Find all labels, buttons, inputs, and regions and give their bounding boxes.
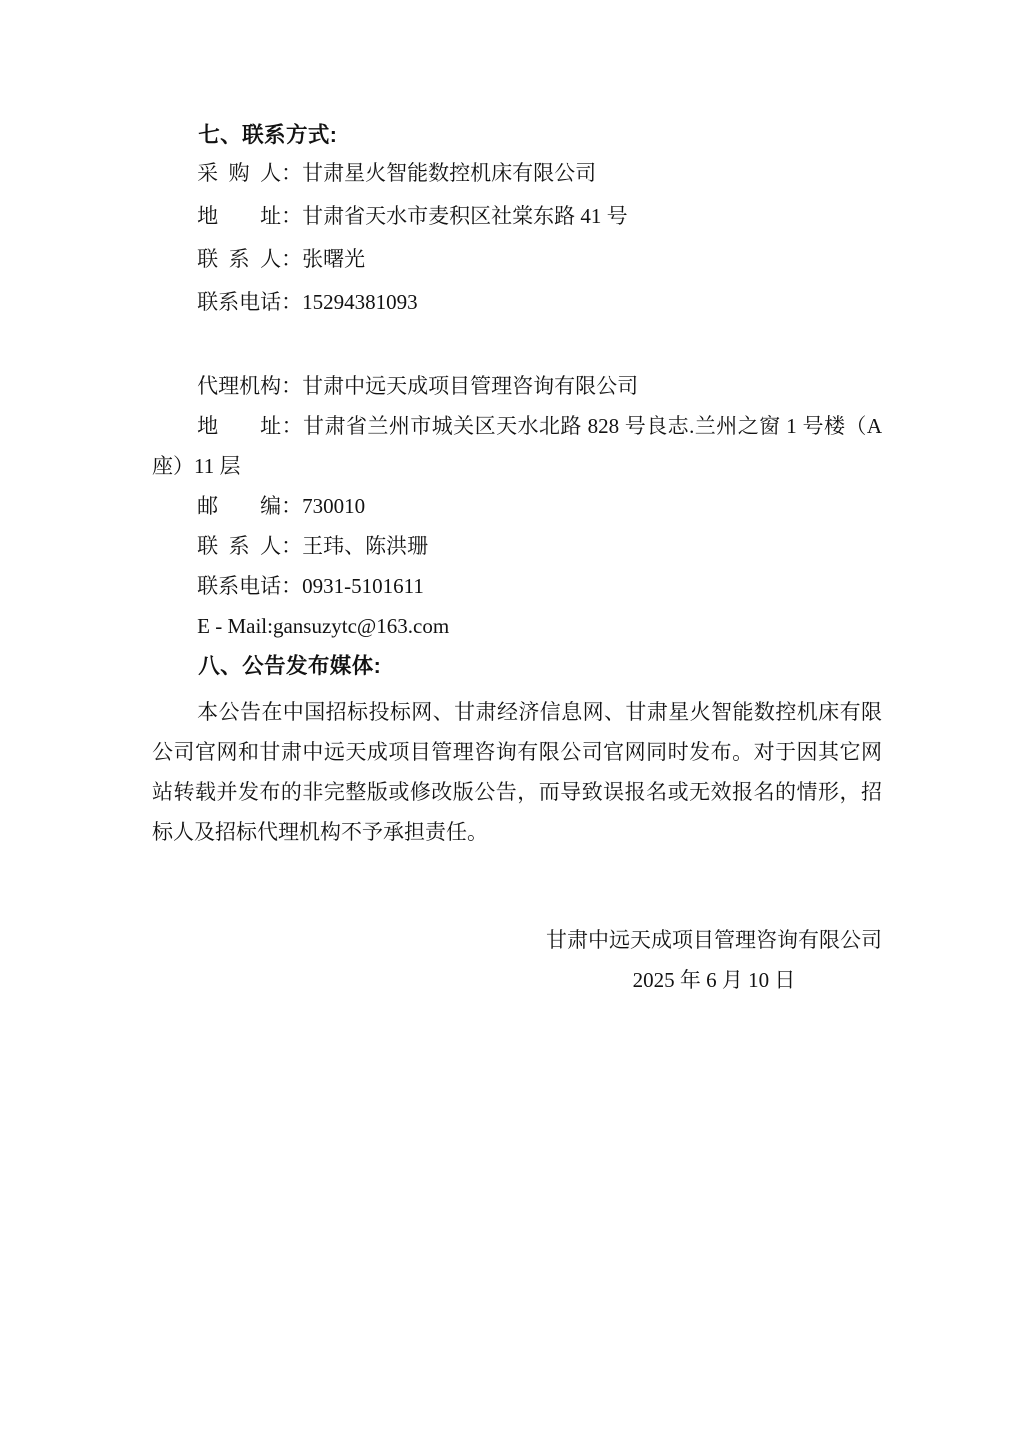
contact-label: 联系人 bbox=[197, 534, 282, 558]
contact-label: 联系人 bbox=[197, 247, 282, 271]
agency-postcode-row bbox=[152, 486, 882, 526]
purchaser-label: 采购人 bbox=[197, 161, 282, 185]
purchaser-phone-row bbox=[152, 281, 882, 324]
signature-block bbox=[546, 920, 882, 1000]
label-colon: ： bbox=[281, 247, 303, 271]
phone-label: 联系电话 bbox=[197, 574, 282, 598]
agency-value: 甘肃中远天成项目管理咨询有限公司 bbox=[302, 374, 639, 398]
label-colon: ： bbox=[281, 574, 303, 598]
agency-phone-row bbox=[152, 566, 882, 606]
address-label: 地址 bbox=[197, 204, 282, 228]
section8-heading: 八、公告发布媒体: bbox=[198, 654, 382, 678]
signature-company: 甘肃中远天成项目管理咨询有限公司 bbox=[546, 928, 882, 952]
label-colon: ： bbox=[281, 414, 304, 438]
label-colon: ： bbox=[281, 534, 303, 558]
agency-contact-row bbox=[152, 526, 882, 566]
purchaser-row bbox=[152, 152, 882, 195]
signature-date: 2025 年 6 月 10 日 bbox=[632, 968, 796, 992]
contact-value: 张曙光 bbox=[302, 247, 366, 271]
address-value: 甘肃省天水市麦积区社棠东路 41 号 bbox=[302, 204, 628, 228]
email-row bbox=[152, 606, 882, 646]
label-colon: ： bbox=[281, 204, 303, 228]
section7-heading: 七、联系方式: bbox=[198, 123, 338, 147]
purchaser-value: 甘肃星火智能数控机床有限公司 bbox=[302, 161, 597, 185]
label-colon: ： bbox=[281, 374, 303, 398]
phone-label: 联系电话 bbox=[197, 290, 282, 314]
address-value: 甘肃省兰州市城关区天水北路 828 号良志.兰州之窗 1 号楼（A座）11 层 bbox=[152, 414, 883, 478]
postcode-label: 邮编 bbox=[197, 494, 282, 518]
agency-label: 代理机构 bbox=[197, 374, 282, 398]
label-colon: ： bbox=[281, 161, 303, 185]
label-colon: ： bbox=[281, 494, 303, 518]
contact-value: 王玮、陈洪珊 bbox=[302, 534, 429, 558]
blank-line bbox=[152, 324, 882, 366]
address-label: 地址 bbox=[197, 414, 282, 438]
phone-value: 15294381093 bbox=[302, 290, 418, 314]
email-value: E - Mail:gansuzytc@163.com bbox=[197, 614, 450, 638]
label-colon: ： bbox=[281, 290, 303, 314]
purchaser-address-row bbox=[152, 195, 882, 238]
phone-value: 0931-5101611 bbox=[302, 574, 424, 598]
agency-address-row bbox=[152, 406, 882, 486]
agency-row bbox=[152, 366, 882, 406]
purchaser-contact-row bbox=[152, 238, 882, 281]
postcode-value: 730010 bbox=[302, 494, 366, 518]
announcement-paragraph: 本公告在中国招标投标网、甘肃经济信息网、甘肃星火智能数控机床有限公司官网和甘肃中远天成项目管理咨询有限公司官网同时发布。对于因其它网站转载并发布的非完整版或修改版公告，而导致误报名或无效报名的情形，招标人及招标代理机构不予承担责任。 bbox=[152, 700, 882, 844]
